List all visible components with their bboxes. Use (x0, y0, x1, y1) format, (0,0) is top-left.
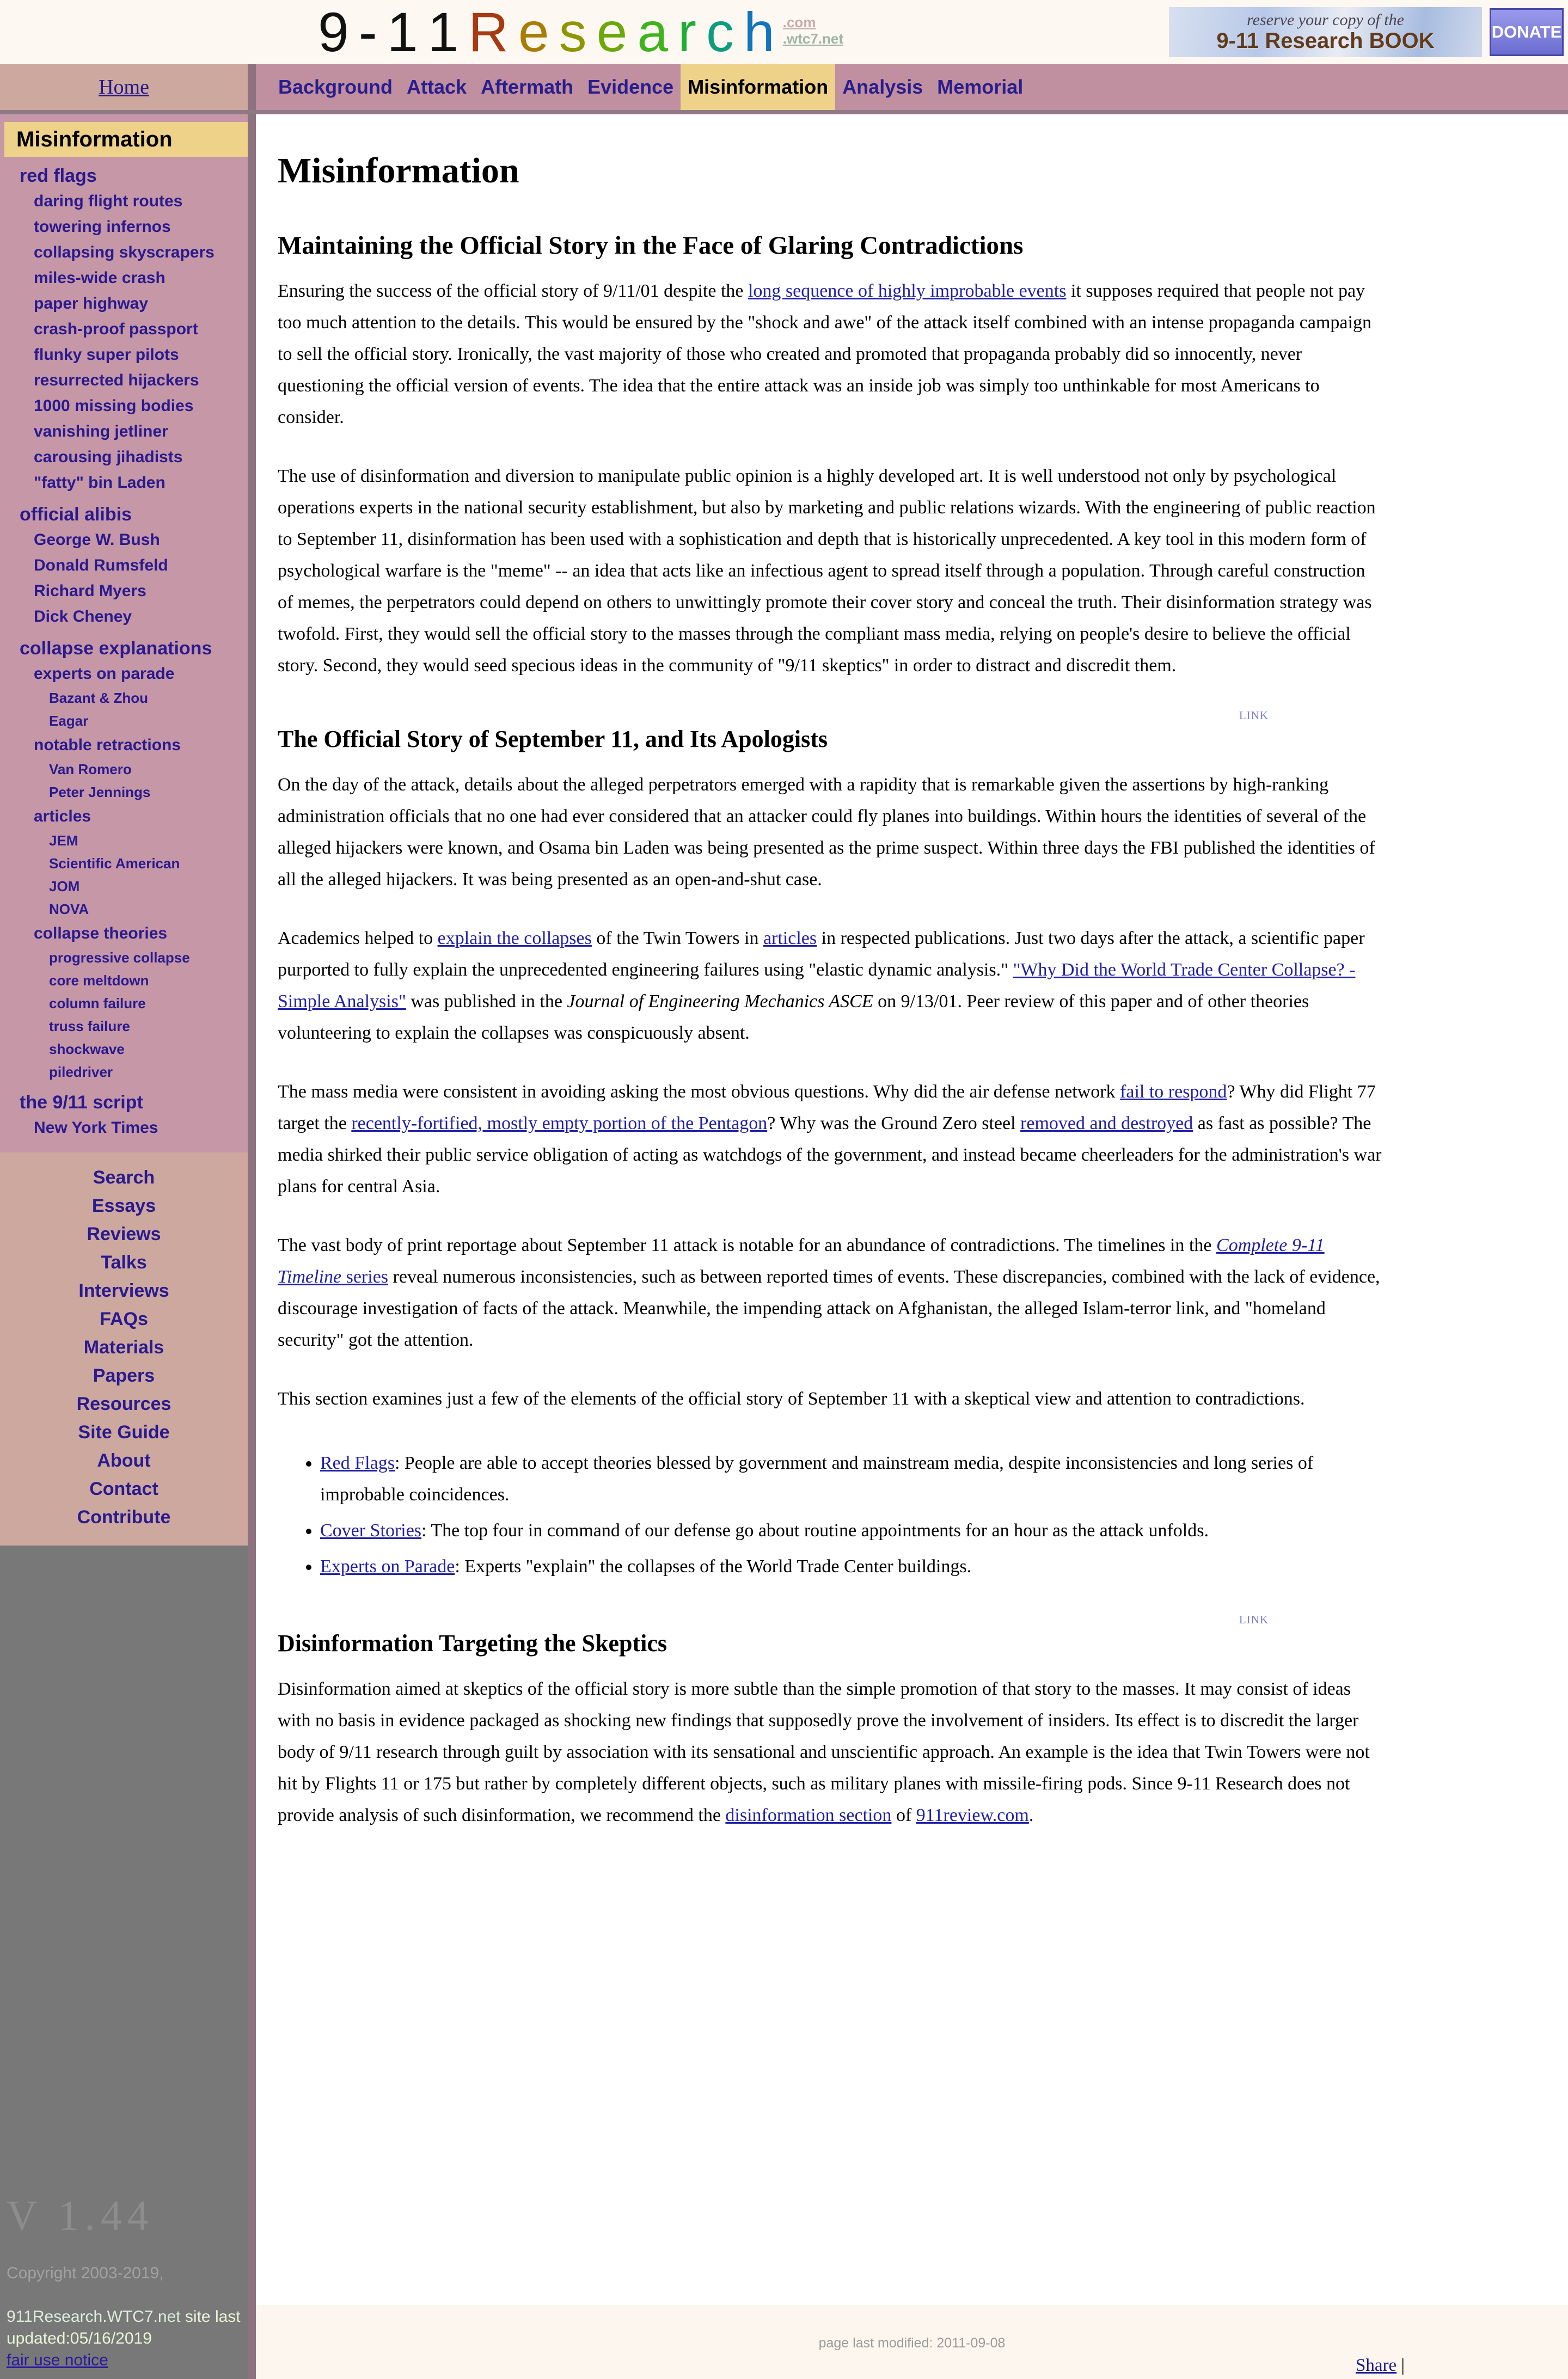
text-run: The use of disinformation and diversion to manipulate public opinion is a highly developed art. It is well understood not only by psychological operations experts in the national security establishment, but also by marketing and public relations wizards. With the engineering of public reaction to September 11, disinformation has been used with a sophistication and depth that is historically unprecedented. A key tool in this modern form of psychological warfare is the "meme" -- an idea that acts like an infectious agent to spread itself through a population. Through careful construction of memes, the perpetrators could depend on others to unwittingly promote their cover story and conceal the truth. Their disinformation strategy was twofold. First, they would sell the official story to the masses through the compliant mass media, relying on people's desire to believe the official story. Second, they would seed specious ideas in the community of "9/11 skeptics" in order to distract and discredit them. (278, 466, 1376, 676)
sidebar-item-piledriver[interactable]: piledriver (49, 1064, 113, 1080)
logo-letter: a (637, 1, 669, 63)
nav-item-memorial[interactable]: Memorial (937, 76, 1024, 98)
sidebar-item-core-meltdown[interactable]: core meltdown (49, 972, 149, 989)
link-experts-on-parade[interactable]: Experts on Parade (320, 1556, 455, 1577)
link-cover-stories[interactable]: Cover Stories (320, 1520, 422, 1541)
link-badge (278, 1613, 1384, 1627)
paragraph (278, 1383, 1384, 1415)
paragraph (278, 1673, 1384, 1831)
book-banner[interactable] (1169, 7, 1482, 57)
section-heading-the-official-story-of-september-11-and-i: The Official Story of September 11, and Its Apologists (278, 726, 828, 752)
page-footer (256, 2305, 1568, 2379)
text-run: On the day of the attack, details about the alleged perpetrators emerged with a rapidity that is remarkable given the assertions by high-ranking administration officials that no one had ever considered that an attacker could fly planes into buildings. Within hours the identities of several of the alleged hijackers were known, and Osama bin Laden was being presented as the prime suspect. Within three days the FBI published the identities of all the alleged hijackers. It was being presented as an open-and-shut case. (278, 775, 1375, 890)
text-run: : Experts "explain" the collapses of the World Trade Center buildings. (455, 1556, 972, 1577)
sidebar-item-towering-infernos[interactable]: towering infernos (34, 218, 171, 236)
share-link[interactable]: Share (1356, 2356, 1397, 2375)
sidebar-item-carousing-jihadists[interactable]: carousing jihadists (34, 448, 183, 466)
section-heading-disinformation-targeting-the-skeptics: Disinformation Targeting the Skeptics (278, 1630, 667, 1657)
text-run: on 9/13/01. Peer review of this paper and of other theories volunteering to explain the collapses was conspicuously absent. (278, 991, 1309, 1043)
home-cell (0, 64, 248, 110)
site-updated-text (7, 2306, 246, 2350)
sidebar-item-progressive-collapse[interactable]: progressive collapse (49, 949, 190, 966)
site-header (0, 0, 1568, 64)
text-run: : The top four in command of our defense go about routine appointments for an hour as the attack unfolds. (421, 1520, 1209, 1541)
nav-item-attack[interactable]: Attack (407, 76, 467, 98)
home-link[interactable]: Home (99, 76, 149, 99)
logo-letter: h (744, 1, 775, 63)
link-badge-link[interactable]: LINK (1239, 1613, 1269, 1626)
text-run: Disinformation aimed at skeptics of the official story is more subtle than the simple promotion of that story to the masses. It may consist of ideas with no basis in evidence packaged as shocking new findings that supposedly prove the involvement of insiders. Its effect is to discredit the larger body of 9/11 research through guilt by association with its sensational and unscientific approach. An example is the idea that Twin Towers were not hit by Flights 11 or 175 but rather by completely different objects, such as military planes with missile-firing pods. Since 9-11 Research does not provide analysis of such disinformation, we recommend the (278, 1679, 1370, 1825)
logo-letter: R (468, 1, 509, 63)
nav-item-evidence[interactable]: Evidence (587, 76, 674, 98)
link-red-flags[interactable]: Red Flags (320, 1453, 395, 1473)
site-version: V 1.44 (7, 2192, 154, 2239)
paragraph (278, 1076, 1384, 1203)
sidebar-item-the-9-11-script[interactable]: the 9/11 script (20, 1092, 143, 1113)
text-run: : People are able to accept theories blessed by government and mainstream media, despite inconsistencies and long series of improbable coincidences. (320, 1453, 1314, 1505)
sidebar-item-papers[interactable]: Papers (93, 1365, 155, 1386)
link-disinformation-section[interactable]: disinformation section (725, 1805, 892, 1825)
donate-button[interactable]: DONATE (1490, 8, 1564, 56)
sidebar-current-page[interactable]: Misinformation (4, 122, 248, 157)
logo-letter: - (358, 1, 377, 63)
text-run: This section examines just a few of the elements of the official story of September 11 with a skeptical view and attention to contradictions. (278, 1389, 1305, 1409)
sidebar-item-george-w-bush[interactable]: George W. Bush (34, 531, 160, 549)
nav-row (0, 64, 1568, 114)
sidebar-item-nova[interactable]: NOVA (49, 901, 89, 917)
sidebar-item-search[interactable]: Search (93, 1167, 155, 1188)
page-title: Misinformation (278, 151, 519, 191)
sidebar-secondary-menu (0, 1152, 248, 1546)
column-divider (248, 114, 256, 2379)
sidebar-item-collapse-explanations[interactable]: collapse explanations (20, 638, 212, 659)
sidebar-item-articles[interactable]: articles (34, 807, 91, 825)
sidebar-item-scientific-american[interactable]: Scientific American (49, 855, 180, 872)
paragraph (278, 769, 1384, 896)
sidebar-item-official-alibis[interactable]: official alibis (20, 504, 132, 525)
text-run: Academics helped to (278, 928, 438, 948)
nav-item-misinformation[interactable]: Misinformation (681, 64, 835, 110)
link-why-did-the-world-trade-center-collapse-[interactable]: "Why Did the World Trade Center Collapse? - Simple Analysis" (278, 960, 1356, 1011)
sidebar-item-collapsing-skyscrapers[interactable]: collapsing skyscrapers (34, 243, 215, 261)
link-fail-to-respond[interactable]: fail to respond (1120, 1082, 1227, 1102)
sidebar-item-about[interactable]: About (97, 1450, 151, 1471)
text-run: ? Why was the Ground Zero steel (767, 1113, 1021, 1133)
sidebar-item-experts-on-parade[interactable]: experts on parade (34, 665, 175, 683)
text-run: Ensuring the success of the official story of 9/11/01 despite the (278, 281, 748, 301)
sidebar-item-resurrected-hijackers[interactable]: resurrected hijackers (34, 371, 199, 389)
sidebar-item-interviews[interactable]: Interviews (78, 1280, 169, 1301)
paragraph (278, 275, 1384, 433)
sidebar-item-materials[interactable]: Materials (83, 1337, 164, 1358)
sidebar-item-paper-highway[interactable]: paper highway (34, 295, 149, 312)
sidebar-item-contribute[interactable]: Contribute (77, 1507, 171, 1528)
share-box (1356, 2356, 1405, 2376)
logo-letter: 9 (318, 1, 349, 63)
logo-letter: e (518, 1, 549, 63)
sidebar-gray-area (0, 1546, 248, 2379)
list-item (320, 1515, 1384, 1547)
sidebar-item-van-romero[interactable]: Van Romero (49, 761, 132, 777)
sidebar-item-crash-proof-passport[interactable]: crash-proof passport (34, 320, 198, 338)
sidebar-item-eagar[interactable]: Eagar (49, 713, 89, 729)
link-series[interactable]: series (341, 1267, 389, 1287)
logo-letter: r (678, 1, 697, 63)
text-run: was published in the (406, 991, 567, 1011)
sidebar-item-truss-failure[interactable]: truss failure (49, 1018, 130, 1034)
fair-use-notice-link[interactable]: fair use notice (7, 2351, 108, 2369)
text-run: The mass media were consistent in avoiding asking the most obvious questions. Why did the air defense network (278, 1082, 1120, 1102)
sidebar-item-shockwave[interactable]: shockwave (49, 1041, 125, 1057)
sidebar-item-jom[interactable]: JOM (49, 878, 80, 894)
logo-letter: 1 (427, 1, 459, 63)
sidebar-item-1000-missing-bodies[interactable]: 1000 missing bodies (34, 397, 194, 415)
sidebar-item-column-failure[interactable]: column failure (49, 995, 146, 1011)
sidebar-item-dick-cheney[interactable]: Dick Cheney (34, 608, 132, 626)
header-right (1169, 7, 1564, 57)
list-item (320, 1448, 1384, 1511)
page-subtitle: Maintaining the Official Story in the Face of Glaring Contradictions (278, 231, 1024, 260)
sidebar (0, 114, 248, 2379)
text-run: it supposes required that people not pay too much attention to the details. This would be ensured by the "shock and awe" of the attack itself combined with an intense propaganda campaign to sell the official story. Ironically, the vast majority of those who created and promoted that propaganda probably did so innocently, never questioning the official version of events. The idea that the entire attack was an inside job was simply too unthinkable for most Americans to consider. (278, 281, 1371, 427)
sidebar-footer (0, 2194, 248, 2379)
logo-letter: s (559, 1, 587, 63)
text-run: of (891, 1805, 916, 1825)
sidebar-item-miles-wide-crash[interactable]: miles-wide crash (34, 269, 166, 287)
sidebar-item-site-guide[interactable]: Site Guide (78, 1422, 170, 1443)
logo-suffix (783, 14, 843, 47)
text-run: in respected publications. Just two days after the attack, a scientific paper purported to fully explain the unprecedented engineering failures using "elastic dynamic analysis." (278, 928, 1365, 980)
sidebar-item-donald-rumsfeld[interactable]: Donald Rumsfeld (34, 556, 168, 574)
copyright-text: Copyright 2003-2019, (7, 2264, 164, 2282)
link-badge-link[interactable]: LINK (1239, 709, 1269, 722)
sidebar-item-flunky-super-pilots[interactable]: flunky super pilots (34, 346, 179, 364)
logo-letter: e (596, 1, 628, 63)
link-explain-the-collapses[interactable]: explain the collapses (437, 928, 592, 948)
text-run: of the Twin Towers in (591, 928, 763, 948)
link-badge (278, 709, 1384, 722)
sidebar-item-collapse-theories[interactable]: collapse theories (34, 924, 168, 942)
link-recently-fortified-mostly-empty-portion-[interactable]: recently-fortified, mostly empty portion of the Pentagon (351, 1113, 768, 1133)
sidebar-item-red-flags[interactable]: red flags (20, 165, 97, 186)
sidebar-item-talks[interactable]: Talks (101, 1252, 147, 1273)
sidebar-menu (0, 114, 248, 1152)
nav-item-background[interactable]: Background (278, 76, 393, 98)
text-run: Journal of Engineering Mechanics ASCE (567, 991, 873, 1011)
site-domain-text: 911Research.WTC7.net (7, 2308, 181, 2326)
share-pipe: | (1401, 2356, 1405, 2375)
paragraph (278, 923, 1384, 1049)
sidebar-item-essays[interactable]: Essays (91, 1195, 156, 1216)
paragraph (278, 461, 1384, 682)
link-long-sequence-of-highly-improbable-event[interactable]: long sequence of highly improbable events (748, 281, 1067, 301)
list-item (320, 1551, 1384, 1583)
book-banner-line1: reserve your copy of the (1247, 11, 1404, 29)
sidebar-item-peter-jennings[interactable]: Peter Jennings (49, 784, 151, 800)
sidebar-item-vanishing-jetliner[interactable]: vanishing jetliner (34, 422, 168, 440)
sidebar-item-jem[interactable]: JEM (49, 832, 78, 849)
top-nav (256, 64, 1568, 110)
sidebar-item-new-york-times[interactable]: New York Times (34, 1119, 158, 1137)
text-run: ? Why did Flight 77 target the (278, 1082, 1376, 1133)
sidebar-item-bazant-zhou[interactable]: Bazant & Zhou (49, 690, 148, 706)
sidebar-item-notable-retractions[interactable]: notable retractions (34, 736, 181, 754)
nav-item-analysis[interactable]: Analysis (842, 76, 923, 98)
link-articles[interactable]: articles (763, 928, 817, 948)
text-run: . (1028, 1805, 1034, 1825)
article-body (278, 275, 1384, 1831)
sidebar-item-contact[interactable]: Contact (89, 1479, 158, 1499)
paragraph (278, 1230, 1384, 1356)
site-updated-date: site last updated:05/16/2019 (7, 2308, 241, 2347)
logo-com-link[interactable]: .com (782, 14, 816, 30)
logo-letter: c (706, 1, 734, 63)
link-removed-and-destroyed[interactable]: removed and destroyed (1020, 1113, 1193, 1133)
logo-wtc7-link[interactable]: .wtc7.net (782, 30, 843, 47)
sidebar-item-daring-flight-routes[interactable]: daring flight routes (34, 192, 183, 210)
link-complete-9-11-timeline[interactable]: Complete 9-11 Timeline (278, 1235, 1325, 1287)
sidebar-item-fatty-bin-laden[interactable]: "fatty" bin Laden (34, 474, 166, 492)
text-run: as fast as possible? The media shirked their public service obligation of acting as watchdogs of the government, and instead became cheerleaders for the administration's war plans for central Asia. (278, 1113, 1382, 1197)
sidebar-item-reviews[interactable]: Reviews (87, 1224, 161, 1244)
bullet-list (320, 1448, 1384, 1583)
nav-item-aftermath[interactable]: Aftermath (481, 76, 574, 98)
site-logo[interactable] (313, 1, 843, 63)
text-run: The vast body of print reportage about September 11 attack is notable for an abundance of contradictions. The timelines in the (278, 1235, 1217, 1255)
last-modified-text: page last modified: 2011-09-08 (818, 2335, 1006, 2351)
sidebar-item-resources[interactable]: Resources (76, 1394, 171, 1414)
logo-wordmark (313, 1, 780, 63)
link-911review-com[interactable]: 911review.com (916, 1805, 1029, 1825)
article (256, 114, 1568, 1891)
body-row (0, 114, 1568, 2379)
logo-letter: 1 (387, 1, 418, 63)
main-content (256, 114, 1568, 2379)
text-run: reveal numerous inconsistencies, such as between reported times of events. These discrepancies, combined with the lack of evidence, discourage investigation of facts of the attack. Meanwhile, the impending attack on Afghanistan, the alleged Islam-terror link, and "homeland security" got the attention. (278, 1267, 1380, 1350)
sidebar-item-richard-myers[interactable]: Richard Myers (34, 582, 146, 600)
sidebar-item-faqs[interactable]: FAQs (100, 1309, 148, 1329)
column-divider (248, 64, 256, 110)
book-banner-line2: 9-11 Research BOOK (1216, 29, 1435, 53)
